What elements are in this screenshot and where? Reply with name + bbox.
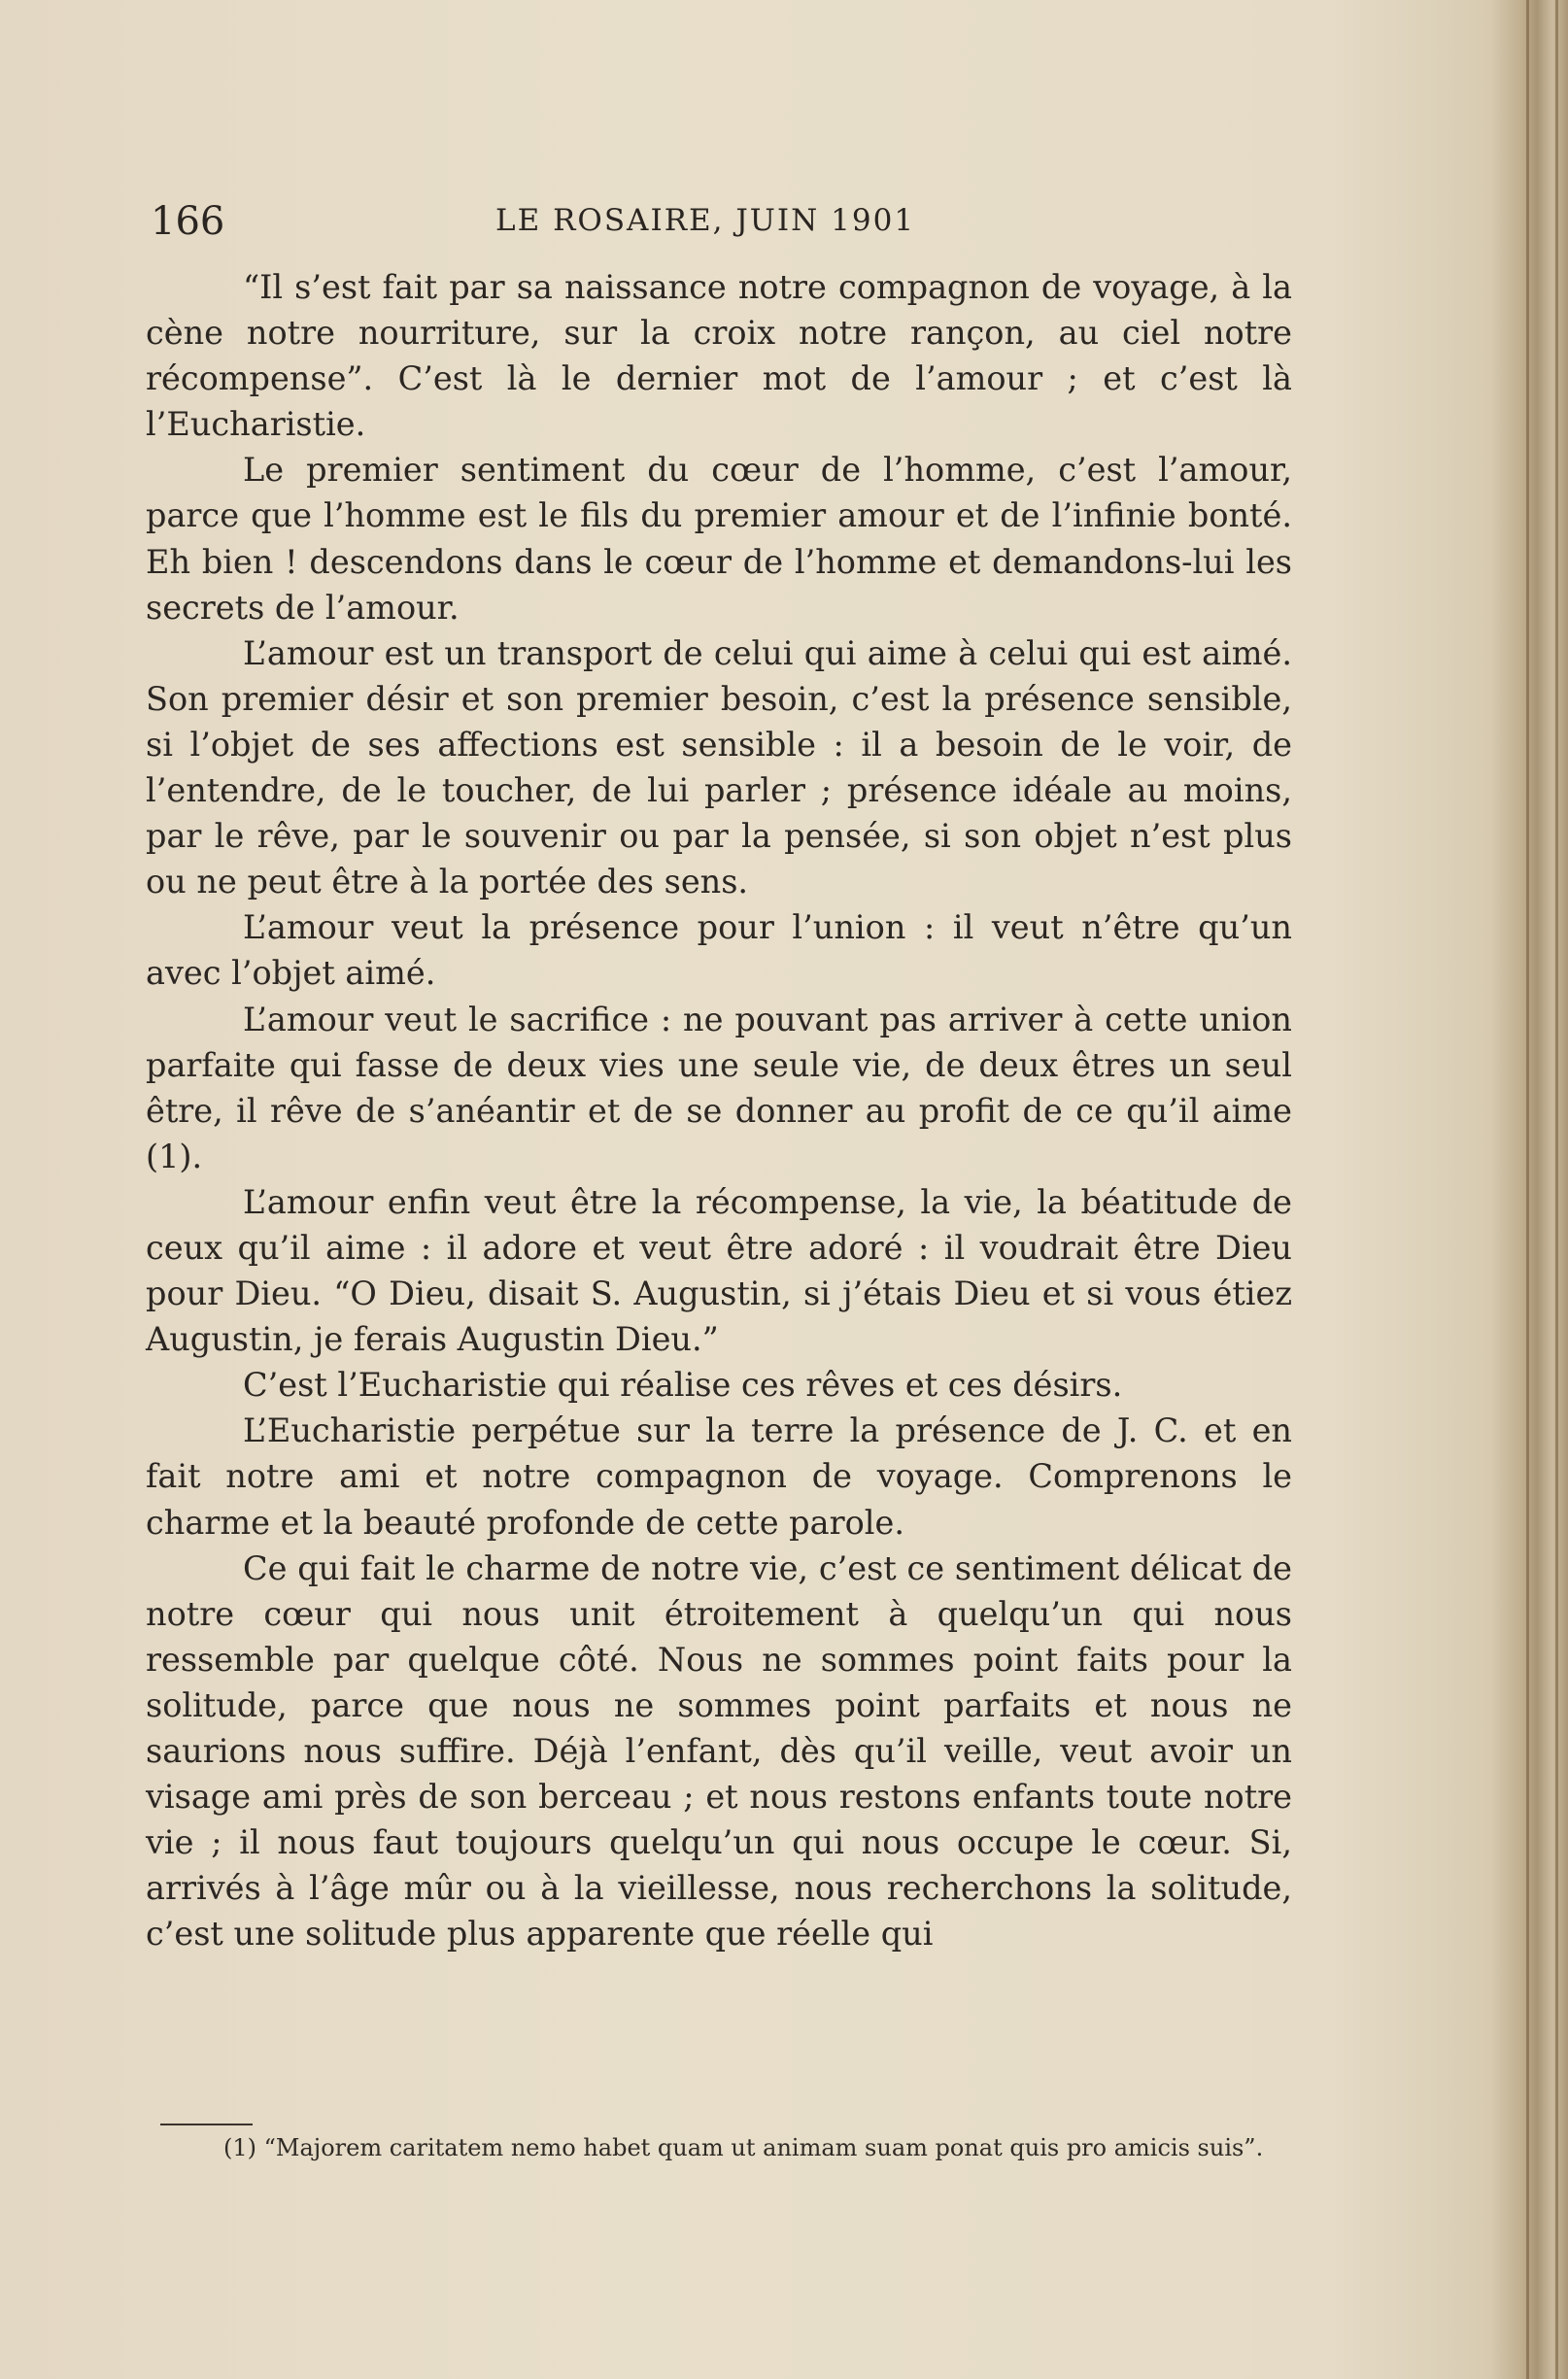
paragraph: L’amour veut la présence pour l’union : il veut n’être qu’un avec l’objet aimé. bbox=[146, 908, 1292, 993]
running-title: LE ROSAIRE, JUIN 1901 bbox=[495, 203, 916, 238]
footnote-rule bbox=[160, 2124, 253, 2125]
paragraph: L’amour enfin veut être la récompense, la vie, la béatitude de ceux qu’il aime : il adore et veut être adoré : il voudrait être Dieu pour Dieu. “O Dieu, disait S. Augustin, si j’étais Dieu et si vous étiez Augustin, je ferais Augustin Dieu.” bbox=[146, 1182, 1292, 1359]
page-number: 166 bbox=[151, 199, 225, 244]
paragraph: L’amour est un transport de celui qui aime à celui qui est aimé. Son premier désir et son premier besoin, c’est la présence sensible, si l’objet de ses affections est sensible : il a besoin de le voir, de l’entendre, de le toucher, de lui parler ; présence idéale au moins, par le rêve, par le souvenir ou par la pensée, si son objet n’est plus ou ne peut être à la portée des sens. bbox=[146, 633, 1292, 901]
paragraph: L’amour veut le sacrifice : ne pouvant pas arriver à cette union parfaite qui fasse de deux vies une seule vie, de deux êtres un seul être, il rêve de s’anéantir et de se donner au profit de ce qu’il aime (1). bbox=[146, 1000, 1292, 1175]
paragraph: “Il s’est fait par sa naissance notre compagnon de voyage, à la cène notre nourriture, sur la croix notre rançon, au ciel notre récompense”. C’est là le dernier mot de l’amour ; et c’est là l’Eucharistie. bbox=[146, 268, 1292, 444]
footnote: (1) “Majorem caritatem nemo habet quam ut animam suam ponat quis pro amicis suis”. bbox=[223, 2134, 1264, 2161]
page-edge-line bbox=[1555, 0, 1558, 2379]
paragraph: Le premier sentiment du cœur de l’homme, c’est l’amour, parce que l’homme est le fils du premier amour et de l’infinie bonté. Eh bien ! descendons dans le cœur de l’homme et demandons-lui les secrets de l’amour. bbox=[146, 451, 1292, 627]
running-head bbox=[151, 199, 1297, 257]
paragraph: L’Eucharistie perpétue sur la terre la présence de J. C. et en fait notre ami et notre compagnon de voyage. Comprenons le charme et la beauté profonde de cette parole. bbox=[146, 1411, 1292, 1542]
page-edge-line bbox=[1526, 0, 1529, 2379]
body-text bbox=[146, 264, 1292, 1956]
paragraph: Ce qui fait le charme de notre vie, c’est ce sentiment délicat de notre cœur qui nous unit étroitement à quelqu’un qui nous ressemble par quelque côté. Nous ne sommes point faits pour la solitude, parce que nous ne sommes point parfaits et nous ne saurions nous suffire. Déjà l’enfant, dès qu’il veille, veut avoir un visage ami près de son berceau ; et nous restons enfants toute notre vie ; il nous faut toujours quelqu’un qui nous occupe le cœur. Si, arrivés à l’âge mûr ou à la vieillesse, nous recherchons la solitude, c’est une solitude plus apparente que réelle qui bbox=[146, 1548, 1292, 1954]
paragraph: C’est l’Eucharistie qui réalise ces rêves et ces désirs. bbox=[243, 1366, 1123, 1405]
